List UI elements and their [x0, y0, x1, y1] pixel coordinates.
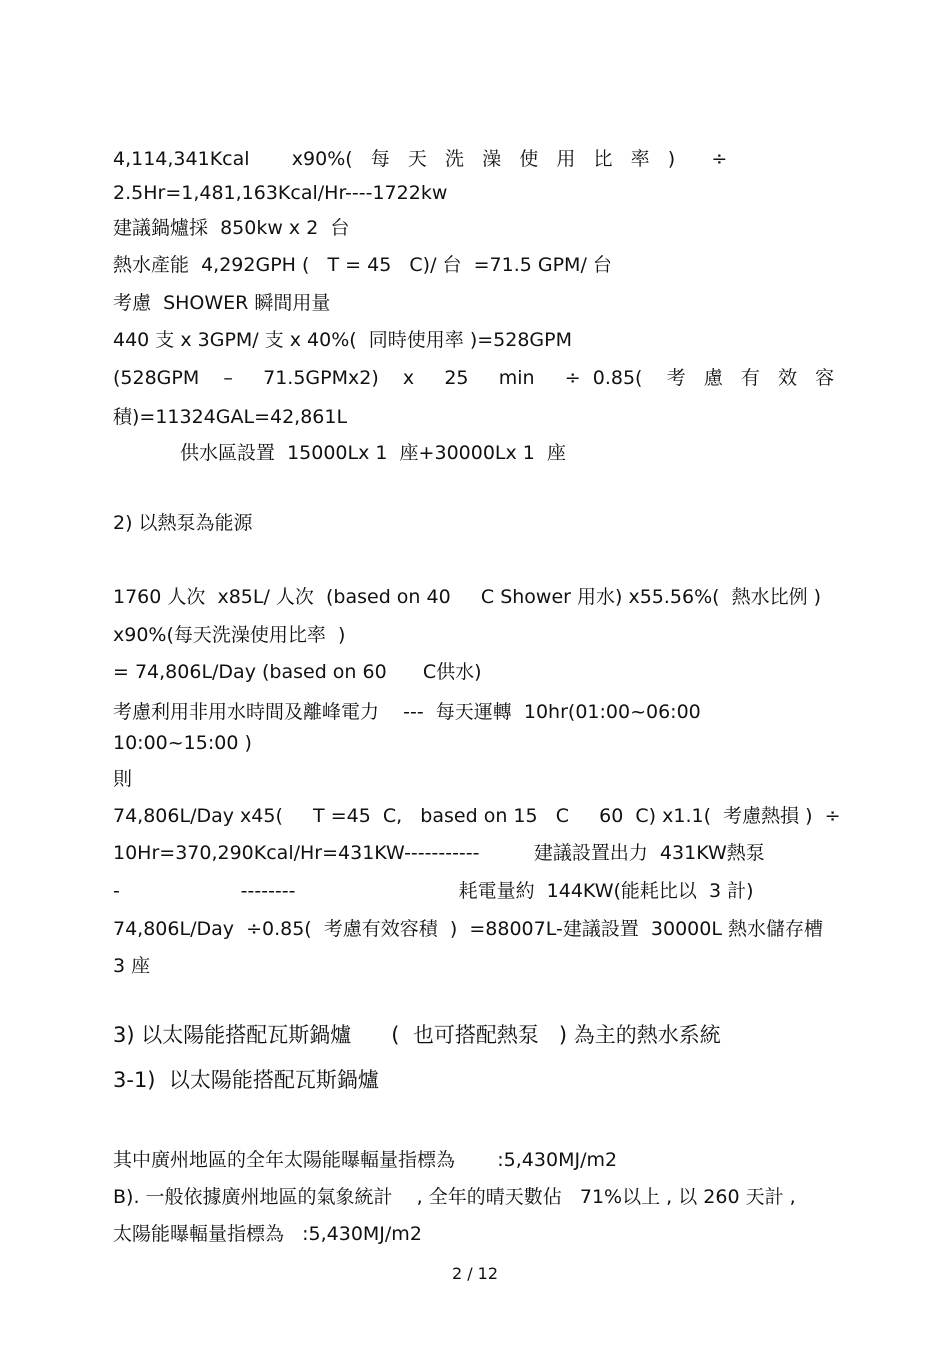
- text-line: B). 一般依據廣州地區的氣象統計 , 全年的晴天數佔 71%以上 , 以 260 天計 ,: [113, 1186, 796, 1208]
- text-line: - -------- 耗電量約 144KW(能耗比以 3 計): [113, 880, 754, 902]
- text-line: 4,114,341Kcal x90%( 每 天 洗 澡 使 用 比 率 ) ÷: [113, 148, 728, 170]
- text-line: 10Hr=370,290Kcal/Hr=431KW----------- 建議設置出力 431KW熱泵: [113, 842, 765, 864]
- text-line: 其中廣州地區的全年太陽能曝輻量指標為 :5,430MJ/m2: [113, 1149, 618, 1171]
- text-line: 1760 人次 x85L/ 人次 (based on 40 C Shower 用水) x55.56%( 熱水比例 ): [113, 586, 822, 608]
- text-line: 太陽能曝輻量指標為 :5,430MJ/m2: [113, 1223, 422, 1245]
- text-line: 3 座: [113, 955, 151, 977]
- text-line: 則: [113, 768, 133, 790]
- text-line: 10:00~15:00 ): [113, 732, 252, 754]
- text-line: = 74,806L/Day (based on 60 C供水): [113, 661, 482, 683]
- subsection-heading: 3-1) 以太陽能搭配瓦斯鍋爐: [113, 1068, 379, 1092]
- text-line: 74,806L/Day x45( T =45 C, based on 15 C 60 C) x1.1( 考慮熱損 ) ÷: [113, 805, 841, 827]
- text-line: 2.5Hr=1,481,163Kcal/Hr----1722kw: [113, 182, 448, 204]
- text-line: 熱水產能 4,292GPH ( T = 45 C)/ 台 =71.5 GPM/ 台: [113, 254, 612, 276]
- text-line: 積)=11324GAL=42,861L: [113, 406, 348, 428]
- text-line: 440 支 x 3GPM/ 支 x 40%( 同時使用率 )=528GPM: [113, 329, 572, 351]
- text-line: 建議鍋爐採 850kw x 2 台: [113, 217, 350, 239]
- text-line: (528GPM – 71.5GPMx2) x 25 min ÷ 0.85( 考 慮 有 效 容: [113, 367, 835, 389]
- text-line: 考慮利用非用水時間及離峰電力 --- 每天運轉 10hr(01:00~06:00: [113, 701, 701, 723]
- section-heading: 3) 以太陽能搭配瓦斯鍋爐 ( 也可搭配熱泵 ) 為主的熱水系統: [113, 1023, 721, 1047]
- text-line: 74,806L/Day ÷0.85( 考慮有效容積 ) =88007L-建議設置 30000L 熱水儲存槽: [113, 918, 823, 940]
- page-number: 2 / 12: [451, 1264, 499, 1283]
- text-line: 供水區設置 15000Lx 1 座+30000Lx 1 座: [180, 442, 566, 464]
- section-heading: 2) 以熱泵為能源: [113, 512, 253, 534]
- text-line: x90%(每天洗澡使用比率 ): [113, 624, 346, 646]
- text-line: 考慮 SHOWER 瞬間用量: [113, 292, 331, 314]
